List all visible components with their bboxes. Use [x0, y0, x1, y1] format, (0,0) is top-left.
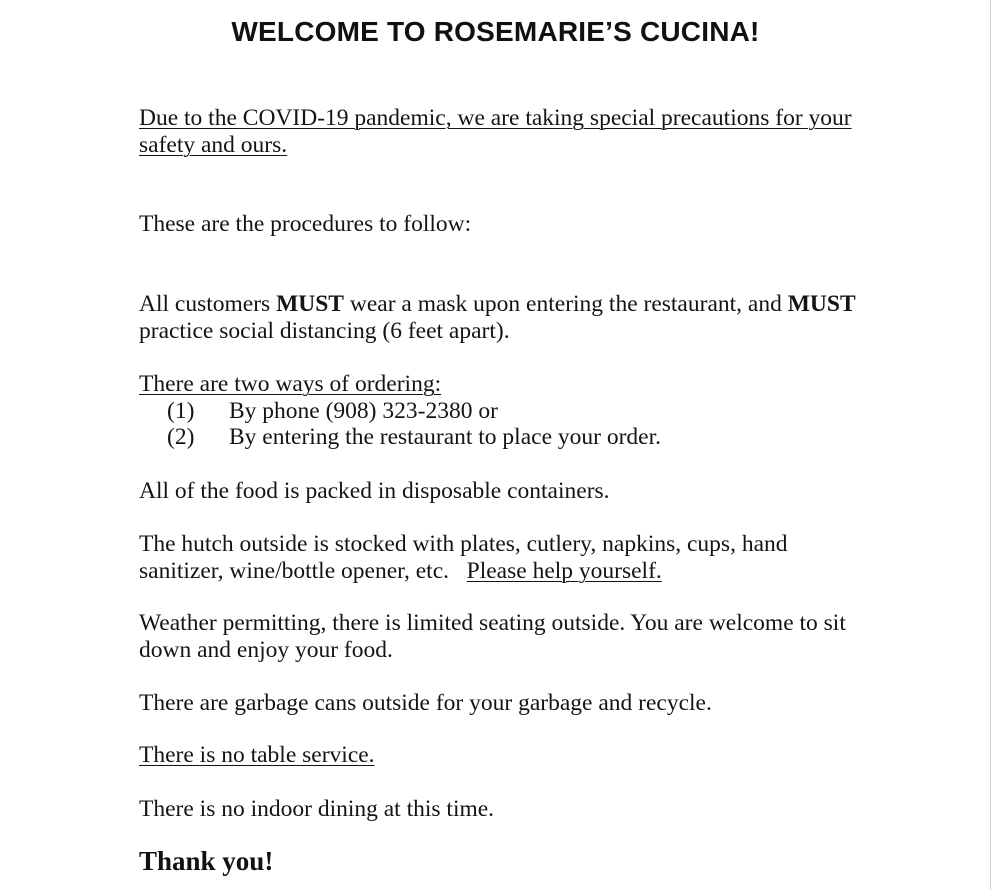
ordering-item-2 [167, 424, 661, 451]
mask-rule-part1: All customers [139, 291, 277, 317]
ordering-heading-text: There are two ways of ordering: [139, 371, 442, 397]
thank-you-text: Thank you! [139, 846, 274, 876]
intro-text: Due to the COVID-19 pandemic, we are taking special precautions for your safety and ours. [139, 105, 852, 158]
mask-rule-part3: practice social distancing (6 feet apart). [139, 318, 510, 344]
hutch-text: The hutch outside is stocked with plates, cutlery, napkins, cups, hand sanitizer, wine/bottle opener, etc. [139, 531, 788, 584]
ordering-item-1 [167, 398, 498, 425]
mask-rule-part2: wear a mask upon entering the restaurant, and [343, 291, 788, 317]
ordering-item-1-text: By phone (908) 323-2380 or [229, 398, 498, 424]
help-yourself-text: Please help yourself. [466, 558, 662, 584]
mask-rule-must-2: MUST [787, 291, 856, 317]
ordering-item-1-number: (1) [167, 398, 195, 424]
intro-paragraph [139, 105, 869, 159]
no-table-service-text: There is no table service. [139, 742, 375, 768]
ordering-item-2-number: (2) [167, 424, 195, 450]
garbage-paragraph: There are garbage cans outside for your garbage and recycle. [139, 690, 712, 716]
ordering-item-2-text: By entering the restaurant to place your order. [229, 424, 661, 450]
containers-paragraph: All of the food is packed in disposable containers. [139, 478, 610, 504]
seating-paragraph: Weather permitting, there is limited seating outside. You are welcome to sit down and enjoy your food. [139, 610, 846, 663]
procedures-heading: These are the procedures to follow: [139, 211, 472, 237]
no-indoor-dining-paragraph: There is no indoor dining at this time. [139, 796, 495, 822]
ordering-heading [139, 371, 869, 398]
mask-rule-paragraph [139, 291, 869, 345]
no-table-service-paragraph [139, 742, 869, 769]
mask-rule-must-1: MUST [276, 291, 344, 317]
page-title: WELCOME TO ROSEMARIE’S CUCINA! [231, 16, 760, 47]
hutch-paragraph [139, 531, 869, 585]
